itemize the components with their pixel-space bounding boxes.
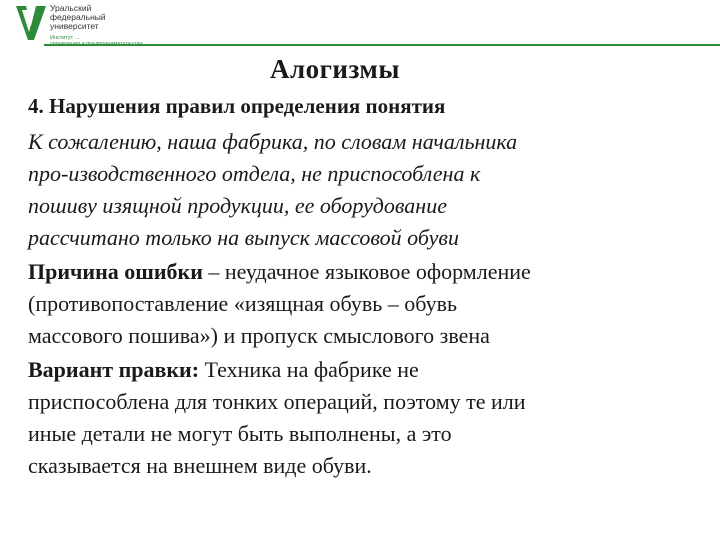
example-line: К сожалению, наша фабрика, по словам начальника [28, 129, 518, 154]
correction-line: приспособлена для тонких операций, поэтому те или [28, 389, 526, 414]
error-reason-label: Причина ошибки [28, 259, 203, 284]
correction-label: Вариант правки: [28, 357, 200, 382]
header-divider [44, 44, 720, 46]
correction [28, 354, 708, 482]
slide-content [28, 90, 708, 484]
logo-sub-line-1: Институт ... [50, 35, 80, 41]
logo-text [50, 4, 143, 47]
error-reason-line: массового пошива») и пропуск смыслового звена [28, 323, 490, 348]
correction-line: сказывается на внешнем виде обуви. [28, 453, 372, 478]
example-line: про-изводственного отдела, не приспособлена к [28, 161, 481, 186]
logo-line-1: Уральский [50, 3, 92, 13]
error-reason-line: – неудачное языковое оформление [202, 259, 531, 284]
logo-line-2: федеральный [50, 12, 106, 22]
header [0, 0, 720, 48]
slide-subtitle: 4. Нарушения правил определения понятия [28, 94, 446, 118]
correction-line: иные детали не могут быть выполнены, а это [28, 421, 452, 446]
university-logo-icon [14, 4, 48, 42]
slide-title: Алогизмы [270, 54, 400, 84]
correction-line: Техника на фабрике не [199, 357, 419, 382]
example-text [28, 126, 708, 254]
example-line: рассчитано только на выпуск массовой обуви [28, 225, 459, 250]
example-line: пошиву изящной продукции, ее оборудование [28, 193, 447, 218]
logo-line-3: университет [50, 21, 99, 31]
error-reason-line: (противопоставление «изящная обувь – обувь [28, 291, 458, 316]
error-reason [28, 256, 708, 352]
